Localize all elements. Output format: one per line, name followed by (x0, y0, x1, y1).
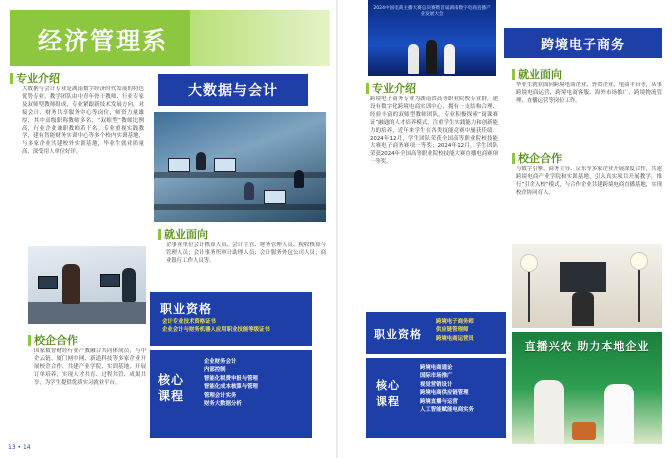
cooperation-heading (28, 332, 78, 348)
cooperation-text: 与数字引擎、商务主导、京东等多家企业开展深度合作，共建跨境电商产业学院和实训基地，引入真实项目开展教学，推行“引企入校”模式，与合作企业共建跨境电商直播基地，实现校企协同育人。 (516, 166, 662, 196)
monitor-icon (264, 190, 286, 204)
heading-bar-icon (366, 83, 369, 94)
course-item: 内部控制 (204, 367, 226, 374)
course-item: 企业财务会计 (204, 359, 237, 365)
monitor-icon (214, 158, 236, 172)
major-banner: 大数据与会计 (158, 74, 308, 106)
cert-box (150, 292, 312, 346)
award-stage-photo (368, 0, 496, 76)
course-item: 跨境电商供应链管理 (420, 390, 469, 397)
cert-label: 职业资格 (374, 328, 422, 341)
cert-box (366, 312, 506, 354)
lab-photo (28, 246, 146, 324)
cert-item: 会计专业技术资格证书 (162, 319, 216, 325)
major-banner: 跨境电子商务 (504, 28, 662, 58)
employment-title: 就业面向 (518, 68, 562, 81)
product-box (572, 422, 596, 440)
ring-light-icon (630, 252, 648, 270)
monitor-icon (168, 158, 190, 172)
employment-title: 就业面向 (164, 228, 208, 241)
presenter-figure (572, 292, 594, 326)
heading-bar-icon (512, 153, 515, 164)
core-course-list (420, 364, 504, 414)
desk (28, 302, 146, 324)
core-course-label: 核心课程 (376, 379, 400, 408)
course-item: 视觉营销设计 (420, 381, 453, 388)
core-course-box (150, 350, 312, 438)
camera-screen (560, 262, 606, 292)
profile-text: 跨境电子商务专业为湖南省高等职业院校专业群，建设有数字化跨境电商实训中心，拥有一支结构合理、经验丰富的双师型教师团队。专业积极探索“岗课赛证”融通的人才培养模式，注重学生实践能力和创新能力的培养，近年来学生在各类技能竞赛中屡获佳绩：2024年12月，学生团队荣获全国高等职业院校技能大赛电子商务赛项一等奖；2024年12月，学生团队荣获2024年全国高等职业院校技能大赛直播电商赛项一等奖。 (370, 96, 498, 166)
course-item: 人工智能赋能电商实务 (420, 407, 474, 414)
ring-light-icon (520, 254, 538, 272)
employment-text: 企事业单位会计核算人员、会计主管、财务管理人员、税收核算与管理人员；会计事务所审计助理人员；会计服务外包公司人员；商业银行工作人员等。 (166, 242, 326, 264)
streamer-figure (604, 384, 634, 444)
course-item: 跨境电商通论 (420, 365, 453, 371)
cert-list (162, 318, 308, 335)
heading-bar-icon (158, 229, 161, 240)
live-caption: 直播兴农 助力本地企业 (524, 340, 650, 353)
department-title: 经济管理系 (10, 10, 190, 66)
stage-caption: 2024中国电商主播大赛总决赛暨首届湖南数字电商直播产业发展大会 (373, 6, 491, 17)
student-figure (62, 264, 80, 304)
cert-item: 跨境电商运营员 (436, 335, 474, 342)
student-figure (122, 268, 136, 302)
streamer-figure (534, 380, 564, 444)
cooperation-title: 校企合作 (518, 152, 562, 165)
monitor-icon (38, 276, 58, 289)
cooperation-heading (512, 150, 562, 166)
cert-item: 供应链管理师 (436, 327, 469, 334)
studio-photo (512, 244, 662, 328)
employment-text: 毕业生就业面向跨境电商企业、外贸企业、电商平台等，从事跨境电商运营、跨境电商客服、海外市场推广、跨境物流管理、直播运营等岗位工作。 (516, 82, 662, 104)
cert-item: 跨境电子商务师 (436, 319, 474, 325)
heading-bar-icon (512, 69, 515, 80)
profile-text: 大数据与会计专业是湖南数字经济时代发展的特色优势专业，教学团队由中青年骨干教师、行业专家及双师型教师组成，专业紧跟新技术发展方向，对接会计、财务共享服务中心等岗位，师资力量雄厚，其中高级职称教师多名，“双师型”教师比例高，行业企业兼职教师若干名。专业重视实践教学，建有智能财务实训中心等多个校内实训基地，与多家企业共建校外实训基地，毕业生就业质量高，深受用人单位好评。 (22, 86, 144, 156)
course-item: 智能化成本核算与管理 (204, 384, 258, 391)
cooperation-text: 国家数智财经行业产教融合共同体成员，与中企云链、厦门网中网、新道科技等多家企业开展校企合作，共建产业学院、实训基地，开展订单培养，实现人才共育、过程共管、成果共享，为学生提供优质实习就业平台。 (34, 348, 146, 386)
header-decoration (190, 10, 330, 66)
course-item: 智能化税费申报与管理 (204, 375, 258, 382)
course-item: 跨境直播与运营 (420, 398, 458, 405)
student-figure (294, 170, 304, 188)
course-item: 国际市场推广 (420, 373, 453, 380)
student-figure (244, 182, 254, 200)
page-number: 13 • 14 (8, 444, 31, 451)
profile-heading (366, 80, 416, 96)
profile-title: 专业介绍 (16, 72, 60, 85)
desk-row (154, 204, 326, 210)
course-item: 财务大数据分析 (204, 401, 242, 408)
profile-title: 专业介绍 (372, 82, 416, 95)
cooperation-title: 校企合作 (34, 334, 78, 347)
award-person-figure (408, 44, 419, 74)
core-course-list (204, 358, 308, 408)
light-stand (638, 270, 640, 322)
core-course-box (366, 358, 506, 438)
heading-bar-icon (28, 335, 31, 346)
award-person-figure (444, 44, 455, 74)
heading-bar-icon (10, 73, 13, 84)
light-stand (528, 272, 530, 322)
award-person-figure (426, 40, 437, 74)
employment-heading (158, 226, 208, 242)
classroom-photo (154, 112, 326, 222)
cert-label: 职业资格 (160, 302, 213, 316)
core-course-label: 核心课程 (158, 373, 185, 403)
cert-item: 企业会计与财务机器人应用职业技能等级证书 (162, 327, 270, 334)
monitor-icon (100, 274, 120, 287)
student-figure (196, 152, 206, 170)
live-stream-photo (512, 332, 662, 444)
employment-heading (512, 66, 562, 82)
cert-list (436, 318, 504, 343)
profile-heading (10, 70, 60, 86)
course-item: 管理会计实务 (204, 392, 237, 399)
